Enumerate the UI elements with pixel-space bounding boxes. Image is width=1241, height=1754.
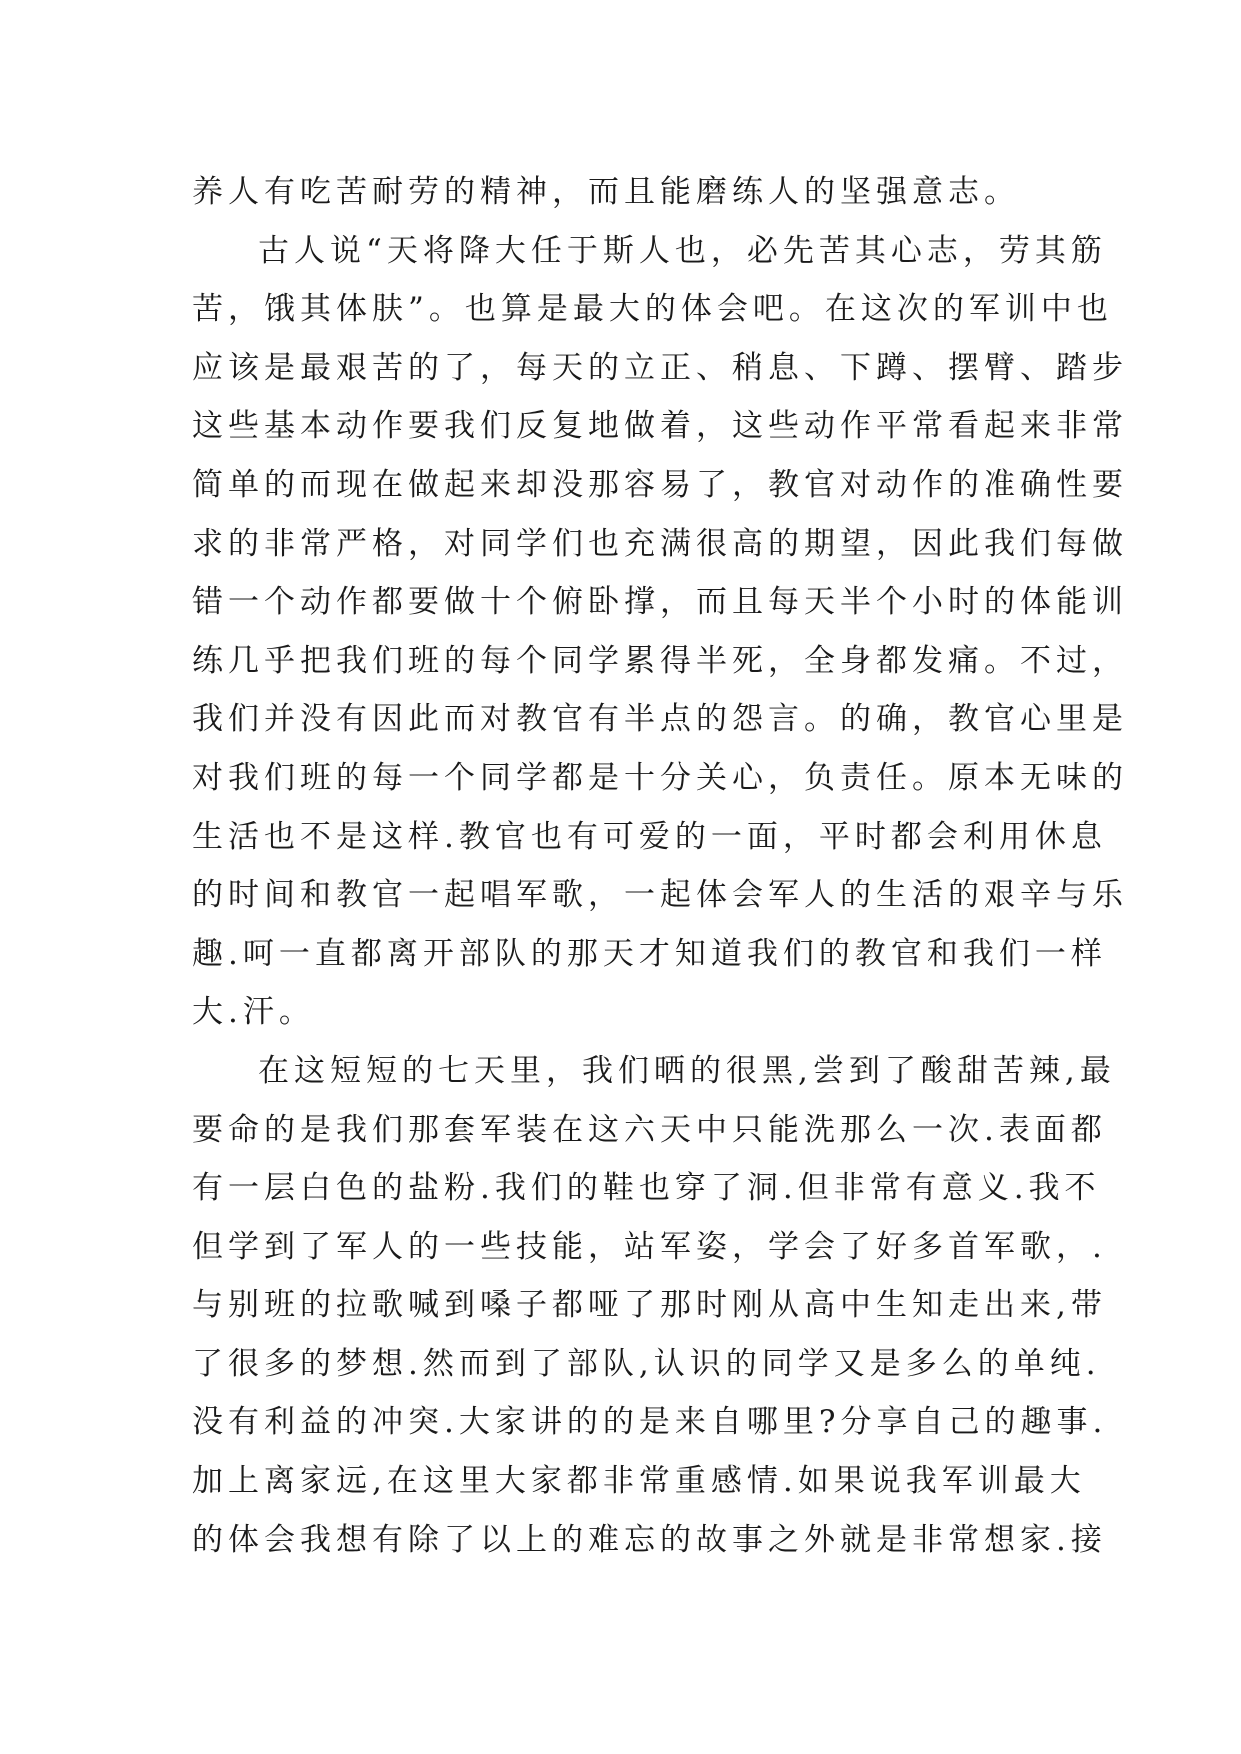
text-line: 与别班的拉歌喊到嗓子都哑了那时刚从高中生知走出来,带 bbox=[192, 1287, 1107, 1324]
text-line: 错一个动作都要做十个俯卧撑，而且每天半个小时的体能训 bbox=[192, 584, 1128, 621]
text-line: 苦，饿其体肤”。也算是最大的体会吧。在这次的军训中也 bbox=[192, 291, 1113, 328]
text-line: 练几乎把我们班的每个同学累得半死，全身都发痛。不过， bbox=[192, 642, 1128, 679]
paragraph-start-line: 在这短短的七天里，我们晒的很黑,尝到了酸甜苦辣,最 bbox=[258, 1052, 1116, 1089]
text-line: 对我们班的每一个同学都是十分关心，负责任。原本无味的 bbox=[192, 759, 1128, 796]
text-line: 养人有吃苦耐劳的精神，而且能磨练人的坚强意志。 bbox=[192, 174, 1020, 210]
text-line: 大.汗。 bbox=[192, 994, 315, 1031]
text-line: 了很多的梦想.然而到了部队,认识的同学又是多么的单纯. bbox=[192, 1345, 1101, 1382]
text-line: 加上离家远,在这里大家都非常重感情.如果说我军训最大 bbox=[192, 1463, 1086, 1500]
text-line: 求的非常严格，对同学们也充满很高的期望，因此我们每做 bbox=[192, 525, 1128, 562]
text-line: 这些基本动作要我们反复地做着，这些动作平常看起来非常 bbox=[192, 408, 1128, 445]
paragraph-start-line: 古人说“天将降大任于斯人也，必先苦其心志，劳其筋 bbox=[258, 232, 1107, 269]
text-line: 趣.呵一直都离开部队的那天才知道我们的教官和我们一样 bbox=[192, 935, 1107, 972]
text-line: 但学到了军人的一些技能，站军姿，学会了好多首军歌，. bbox=[192, 1228, 1107, 1265]
text-line: 的体会我想有除了以上的难忘的故事之外就是非常想家.接 bbox=[192, 1521, 1107, 1558]
text-line: 有一层白色的盐粉.我们的鞋也穿了洞.但非常有意义.我不 bbox=[192, 1170, 1101, 1207]
text-line: 简单的而现在做起来却没那容易了，教官对动作的准确性要 bbox=[192, 466, 1128, 503]
text-line: 的时间和教官一起唱军歌，一起体会军人的生活的艰辛与乐 bbox=[192, 877, 1128, 914]
text-line: 我们并没有因此而对教官有半点的怨言。的确，教官心里是 bbox=[192, 701, 1128, 738]
text-line: 没有利益的冲突.大家讲的的是来自哪里?分享自己的趣事. bbox=[192, 1404, 1108, 1441]
text-line: 应该是最艰苦的了，每天的立正、稍息、下蹲、摆臂、踏步 bbox=[192, 349, 1128, 386]
text-line: 要命的是我们那套军装在这六天中只能洗那么一次.表面都 bbox=[192, 1111, 1107, 1148]
text-line: 生活也不是这样.教官也有可爱的一面，平时都会利用休息 bbox=[192, 818, 1107, 855]
body-text bbox=[192, 163, 1128, 1569]
